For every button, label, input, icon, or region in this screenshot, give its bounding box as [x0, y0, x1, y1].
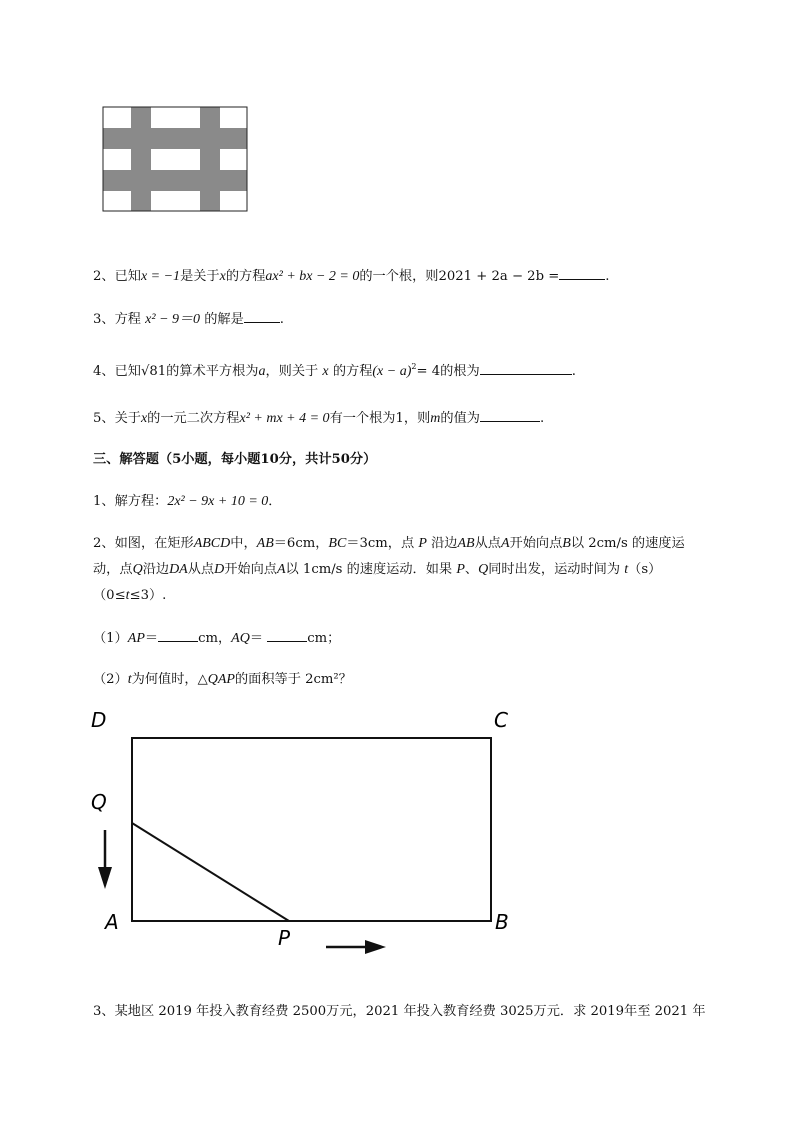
- problem-2-line-2: 动，点Q沿边DA从点D开始向点A以 1cm/s 的速度运动．如果 P、Q同时出发，运动时间为 t（s）: [93, 562, 662, 577]
- problem-1: 1、解方程：2x² − 9x + 10 = 0．: [93, 494, 282, 509]
- problem-3: 3、某地区 2019 年投入教育经费 2500万元，2021 年投入教育经费 3025万元．求 2019年至 2021 年: [93, 1004, 706, 1019]
- problem-2-sub-2: （2）t为何值时，△QAP的面积等于 2cm²？: [93, 672, 352, 687]
- answer-blank[interactable]: [244, 310, 280, 323]
- question-3: 3、方程 x² − 9＝0 的解是 .: [93, 312, 284, 327]
- arrow-right-icon: [365, 940, 386, 954]
- answer-blank[interactable]: [158, 629, 198, 642]
- label-q: Q: [91, 790, 107, 814]
- answer-blank[interactable]: [480, 409, 540, 422]
- problem-2-line-1: 2、如图，在矩形ABCD中，AB＝6cm，BC＝3cm，点 P 沿边AB从点A开始向点B以 2cm/s 的速度运: [93, 536, 685, 551]
- grid-shaded-row-1: [103, 128, 247, 149]
- label-b: B: [495, 910, 509, 934]
- rectangle-abcd: [132, 738, 491, 921]
- label-a: A: [105, 910, 119, 934]
- question-5: 5、关于x的一元二次方程x² + mx + 4 = 0有一个根为1，则m的值为 .: [93, 411, 545, 426]
- answer-blank[interactable]: [267, 629, 307, 642]
- question-4: 4、已知√81的算术平方根为a，则关于 x 的方程$(x - a)^2= 4$的根为 .: [93, 362, 576, 379]
- arrow-down-icon: [98, 867, 112, 889]
- grid-figure: [102, 106, 248, 212]
- problem-2-sub-1: （1）AP＝ cm，AQ＝ cm；: [93, 631, 341, 646]
- segment-qp: [132, 823, 289, 921]
- rectangle-figure: [88, 700, 528, 965]
- answer-blank[interactable]: [559, 267, 605, 280]
- label-p: P: [278, 926, 291, 950]
- label-c: C: [494, 708, 508, 732]
- answer-blank[interactable]: [480, 362, 572, 375]
- grid-shaded-col-1: [131, 107, 151, 211]
- grid-shaded-col-2: [200, 107, 220, 211]
- grid-shaded-row-2: [103, 170, 247, 191]
- label-d: D: [91, 708, 107, 732]
- section-heading: 三、解答题（5小题，每小题10分，共计50分）: [93, 452, 377, 467]
- problem-2-line-3: （0≤t≤3）.: [93, 588, 167, 603]
- question-2: 2、已知x = −1是关于x的方程ax² + bx − 2 = 0的一个根，则2021 + 2a − 2b = .: [93, 269, 610, 284]
